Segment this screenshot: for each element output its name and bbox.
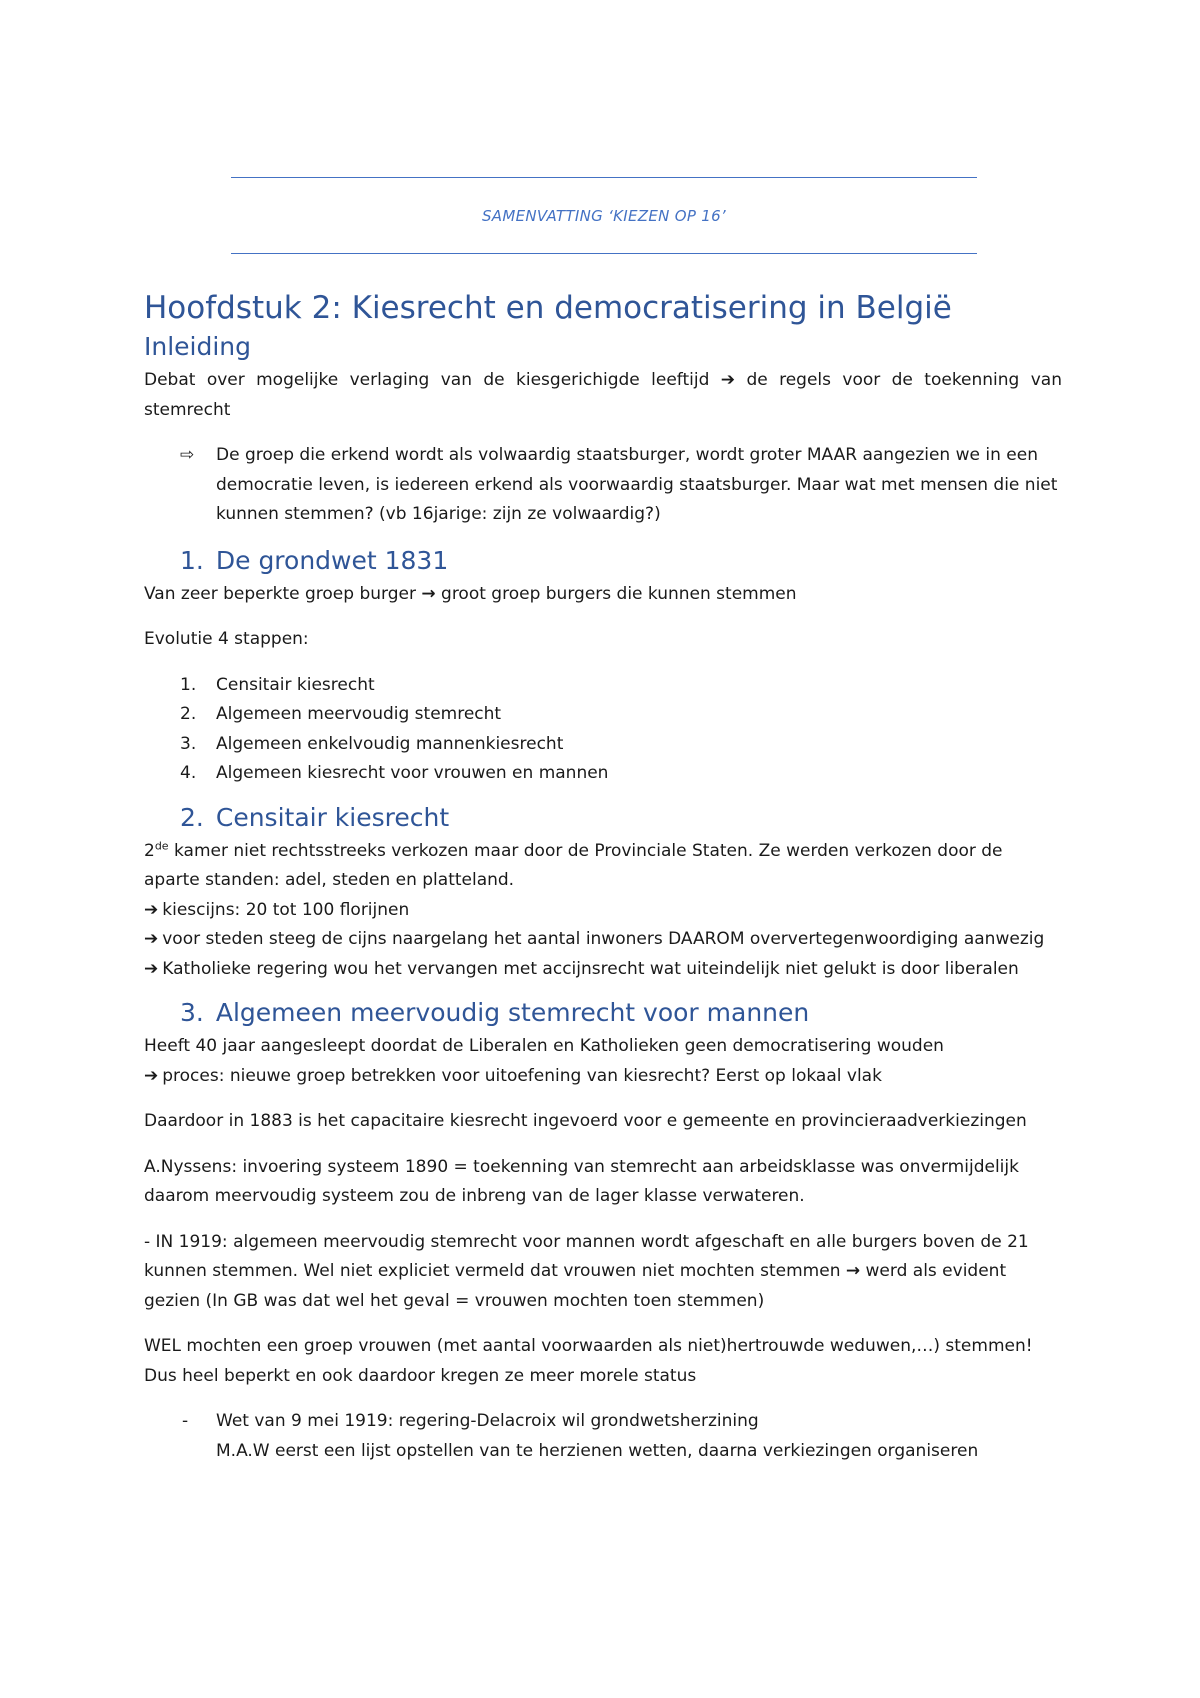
list-item [144, 730, 1062, 760]
section-number: 3. [180, 998, 204, 1027]
header-top-rule [231, 177, 977, 178]
sec1-text-b: groot groep burgers die kunnen stemmen [435, 583, 797, 604]
sec2-arrow-line-3 [144, 955, 1062, 985]
section-1-heading [180, 544, 1062, 578]
arrow-line-text: kiescijns: 20 tot 100 florijnen [162, 899, 410, 920]
page-header [231, 177, 977, 254]
document-body [144, 282, 1062, 1466]
list-number: 4. [180, 763, 197, 783]
sec3-paragraph-4 [144, 1228, 1062, 1317]
sec2-text: kamer niet rechtsstreeks verkozen maar door de Provinciale Staten. Ze werden verkozen door de aparte standen: adel, steden en platteland. [144, 840, 1003, 890]
list-text: Algemeen kiesrecht voor vrouwen en mannen [216, 763, 609, 783]
list-text-continued: M.A.W eerst een lijst opstellen van te herzienen wetten, daarna verkiezingen organiseren [216, 1440, 979, 1461]
arrow-line-text: proces: nieuwe groep betrekken voor uitoefening van kiesrecht? Eerst op lokaal vlak [162, 1065, 882, 1086]
list-number: 1. [180, 674, 197, 695]
list-text: Censitair kiesrecht [216, 674, 375, 695]
arrow-icon: ➔ [720, 370, 736, 390]
sec3-arrow-line [144, 1062, 1062, 1092]
sec3-paragraph-1: Heeft 40 jaar aangesleept doordat de Liberalen en Katholieken geen democratisering wouden [144, 1036, 944, 1056]
arrow-icon: ➔ [144, 899, 159, 920]
list-item [144, 700, 1062, 730]
dash-bullet: - [182, 1411, 189, 1431]
intro-heading: Inleiding [144, 332, 252, 361]
intro-note [180, 441, 1062, 530]
section-title: Censitair kiesrecht [215, 802, 450, 832]
arrow-icon: → [845, 1261, 861, 1281]
sec2-arrow-line-1 [144, 896, 1062, 926]
arrow-icon: → [421, 583, 436, 604]
sec3-paragraph-3: A.Nyssens: invoering systeem 1890 = toekenning van stemrecht aan arbeidsklasse was onvermijdelijk daarom meervoudig systeem zou de inbreng van de lager klasse verwateren. [144, 1156, 1019, 1206]
list-text: Wet van 9 mei 1919: regering-Delacroix wil grondwetsherzining [216, 1411, 759, 1431]
arrow-line-text: Katholieke regering wou het vervangen met accijnsrecht wat uiteindelijk niet gelukt is door liberalen [162, 958, 1019, 979]
section-number: 2. [180, 802, 204, 832]
outline-arrow-icon: ⇨ [180, 445, 195, 465]
sec2-paragraph [144, 837, 1062, 896]
intro-text-b: de regels voor de toekenning van stemrecht [144, 370, 1062, 420]
sec2-ordinal-suffix: de [154, 838, 169, 852]
section-title: De grondwet 1831 [215, 545, 449, 575]
header-bottom-rule [231, 253, 977, 254]
evolution-steps-list [144, 671, 1062, 789]
section-2-heading [180, 801, 1062, 835]
chapter-title: Hoofdstuk 2: Kiesrecht en democratisering in België [144, 290, 952, 326]
list-item [144, 671, 1062, 701]
section-3-heading [180, 996, 1062, 1030]
dash-list [144, 1407, 1062, 1466]
arrow-icon: ➔ [144, 929, 159, 949]
intro-text-a: Debat over mogelijke verlaging van de kiesgerichigde leeftijd [144, 370, 710, 390]
list-item [144, 1407, 1062, 1466]
sec3-paragraph-2: Daardoor in 1883 is het capacitaire kiesrecht ingevoerd voor e gemeente en provincieraadverkiezingen [144, 1111, 1027, 1131]
sec2-ordinal: 2 [144, 840, 155, 861]
section-title: Algemeen meervoudig stemrecht voor mannen [215, 998, 810, 1027]
sec1-line [144, 580, 1062, 610]
intro-paragraph [144, 366, 1062, 425]
list-text: Algemeen enkelvoudig mannenkiesrecht [216, 733, 564, 754]
list-number: 3. [180, 733, 197, 754]
arrow-icon: ➔ [144, 1065, 159, 1086]
sec1-text-a: Van zeer beperkte groep burger [144, 583, 416, 604]
list-text: Algemeen meervoudig stemrecht [216, 704, 502, 724]
sec3-p4-text-b: werd als evident gezien (In GB was dat wel het geval = vrouwen mochten toen stemmen) [144, 1261, 1007, 1311]
header-title: SAMENVATTING ‘KIEZEN OP 16’ [481, 207, 727, 225]
arrow-icon: ➔ [144, 958, 159, 979]
section-number: 1. [180, 545, 204, 575]
sec3-p4-text-a: - IN 1919: algemeen meervoudig stemrecht voor mannen wordt afgeschaft en alle burgers boven de 21 kunnen stemmen. Wel niet expliciet vermeld dat vrouwen niet mochten stemmen [144, 1231, 1029, 1281]
intro-note-text: De groep die erkend wordt als volwaardig staatsburger, wordt groter MAAR aangezien we in een democratie leven, is iedereen erkend als voorwaardig staatsburger. Maar wat met mensen die niet kunnen stemmen? (vb 16jarige: zijn ze volwaardig?) [216, 445, 1058, 524]
arrow-line-text: voor steden steeg de cijns naargelang het aantal inwoners DAAROM oververtegenwoordiging aanwezig [162, 929, 1045, 949]
sec2-arrow-line-2 [144, 925, 1062, 955]
sec1-evolution: Evolutie 4 stappen: [144, 629, 309, 649]
list-number: 2. [180, 704, 197, 724]
list-item [144, 759, 1062, 789]
sec3-paragraph-5: WEL mochten een groep vrouwen (met aantal voorwaarden als niet)hertrouwde weduwen,…) stemmen! Dus heel beperkt en ook daardoor kregen ze meer morele status [144, 1336, 1033, 1386]
